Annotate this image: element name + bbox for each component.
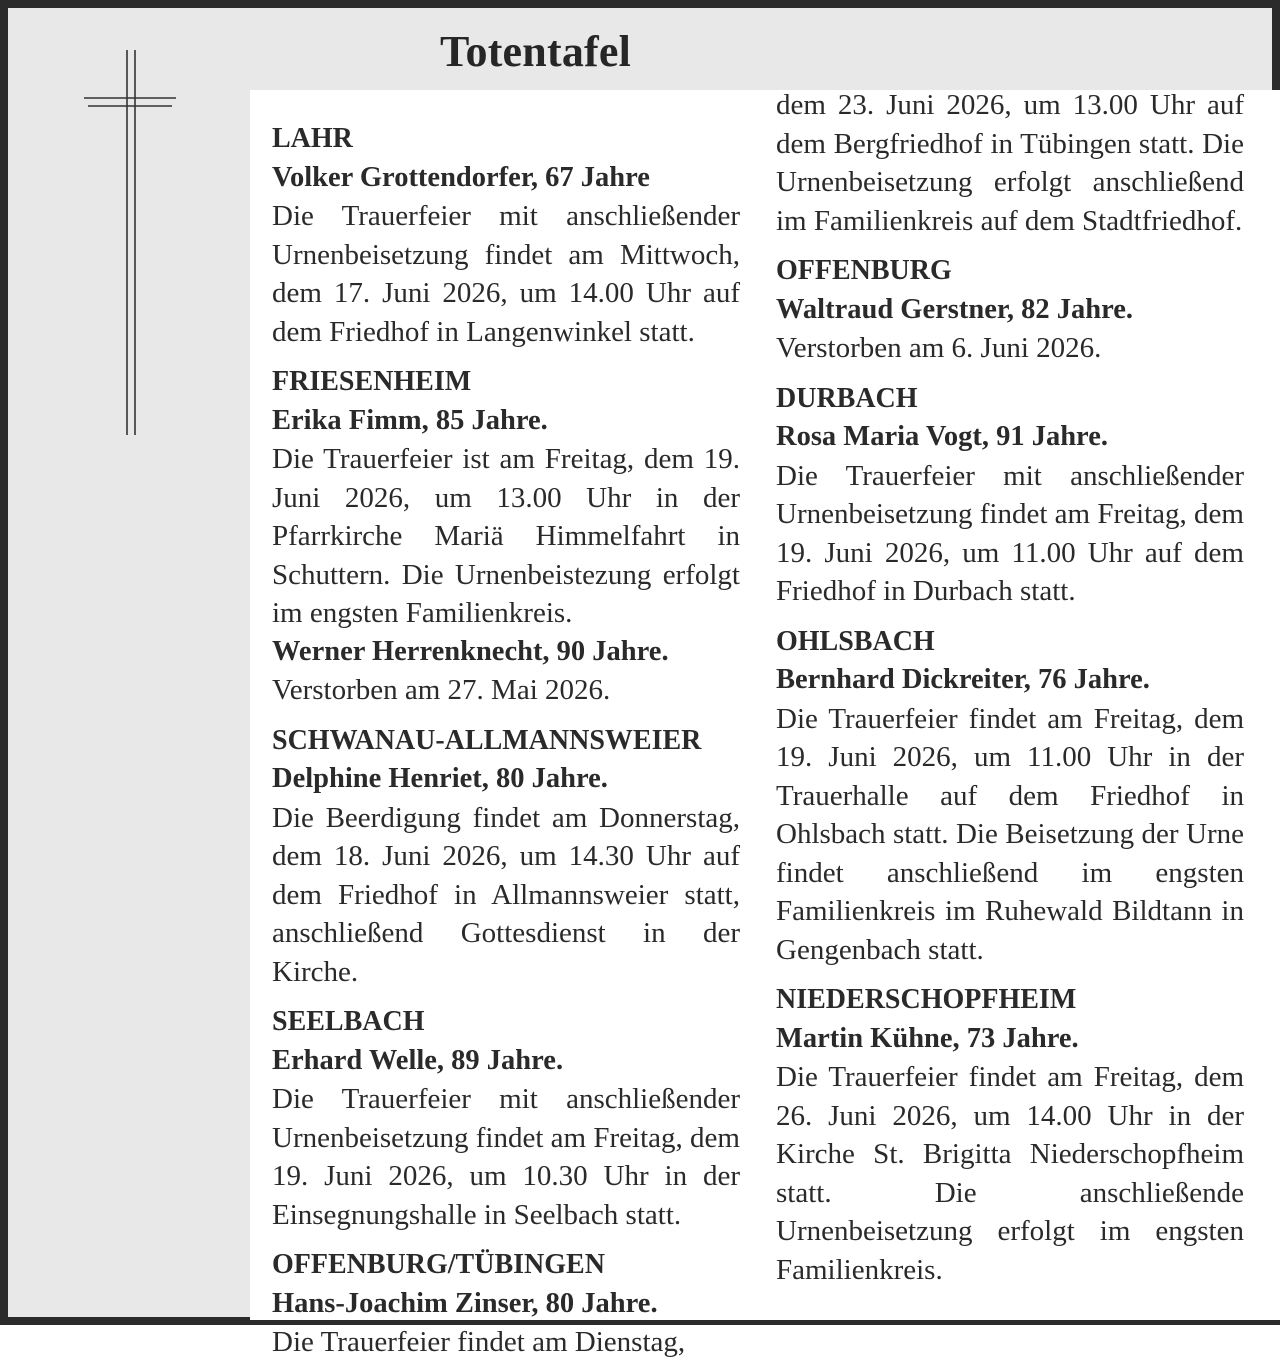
notice-text-secondary: Verstorben am 27. Mai 2026.	[272, 674, 611, 706]
notice-ohlsbach	[776, 623, 1244, 970]
notice-name: Hans-Joachim Zinser, 80 Jahre.	[272, 1287, 658, 1319]
notice-text: Die Trauerfeier ist am Freitag, dem 19. Juni 2026, um 13.00 Uhr in der Pfarrkirche Mariä Himmelfahrt in Schuttern. Die Urnenbeistezung erfolgt im engsten Familienkreis.	[272, 443, 740, 629]
notice-name: Rosa Maria Vogt, 91 Jahre.	[776, 421, 1108, 452]
notice-text: Die Beerdigung findet am Donnerstag, dem 18. Juni 2026, um 14.30 Uhr auf dem Friedhof in Allmannsweier statt, anschließend Gottesdienst in der Kirche.	[272, 801, 740, 988]
notice-lahr	[272, 120, 740, 351]
page-title: Totentafel	[440, 27, 632, 76]
notice-text: Die Trauerfeier mit anschließender Urnenbeisetzung findet am Freitag, dem 19. Juni 2026, um 10.30 Uhr in der Einsegnungshalle in Seelbach statt.	[272, 1083, 740, 1231]
notice-name: Erika Fimm, 85 Jahre.	[272, 404, 548, 436]
notice-name-secondary: Werner Herrenknecht, 90 Jahre.	[272, 635, 669, 667]
notice-friesenheim	[272, 363, 740, 710]
notice-name: Volker Grottendorfer, 67 Jahre	[272, 161, 650, 193]
notice-niederschopfheim	[776, 981, 1244, 1289]
notice-name: Martin Kühne, 73 Jahre.	[776, 1022, 1079, 1054]
notice-schwanau	[272, 722, 740, 992]
notice-offenburg-tuebingen	[272, 1246, 740, 1362]
notice-text: Die Trauerfeier findet am Dienstag,	[272, 1326, 686, 1358]
notice-name: Erhard Welle, 89 Jahre.	[272, 1044, 564, 1076]
notice-text: Die Trauerfeier findet am Freitag, dem 26. Juni 2026, um 14.00 Uhr in der Kirche St. Brigitta Niederschopfheim statt. Die anschließende Urnenbeisetzung erfolgt im engsten Familienkreis.	[776, 1061, 1244, 1286]
notice-name: Waltraud Gerstner, 82 Jahre.	[776, 293, 1134, 325]
notice-place: FRIESENHEIM	[272, 366, 472, 397]
notice-place: NIEDERSCHOPFHEIM	[776, 984, 1077, 1015]
notice-text: Die Trauerfeier mit anschließender Urnenbeisetzung findet am Freitag, dem 19. Juni 2026, um 11.00 Uhr auf dem Friedhof in Durbach statt.	[776, 459, 1244, 607]
notice-text: Die Trauerfeier findet am Freitag, dem 19. Juni 2026, um 11.00 Uhr in der Trauerhalle auf dem Friedhof in Ohlsbach statt. Die Beisetzung der Urne findet anschließend im engsten Familienkreis im Ruhewald Bildtann in Gengenbach statt.	[776, 702, 1244, 966]
notice-name: Bernhard Dickreiter, 76 Jahre.	[776, 664, 1150, 695]
notice-place: OFFENBURG	[776, 255, 952, 286]
notice-place: LAHR	[272, 123, 353, 154]
notice-place: OHLSBACH	[776, 625, 935, 657]
notice-durbach	[776, 380, 1244, 611]
notice-place: OFFENBURG/TÜBINGEN	[272, 1249, 605, 1280]
notice-seelbach	[272, 1003, 740, 1234]
left-column	[272, 120, 740, 1362]
cross-icon	[84, 50, 180, 435]
notice-text: Die Trauerfeier mit anschließender Urnenbeisetzung findet am Mittwoch, dem 17. Juni 2026, um 14.00 Uhr auf dem Friedhof in Langenwinkel statt.	[272, 200, 740, 348]
right-column	[776, 86, 1244, 1289]
notice-text: Verstorben am 6. Juni 2026.	[776, 332, 1102, 364]
notice-text-continuation: dem 23. Juni 2026, um 13.00 Uhr auf dem Bergfriedhof in Tübingen statt. Die Urnenbeisetzung erfolgt anschließend im Familienkreis auf dem Stadtfriedhof.	[776, 89, 1244, 237]
notice-place: SCHWANAU-ALLMANNSWEIER	[272, 724, 702, 756]
notice-name: Delphine Henriet, 80 Jahre.	[272, 763, 608, 794]
notice-offenburg	[776, 252, 1244, 368]
notice-place: SEELBACH	[272, 1006, 425, 1037]
notice-place: DURBACH	[776, 382, 918, 414]
notices-panel	[250, 89, 1280, 1358]
